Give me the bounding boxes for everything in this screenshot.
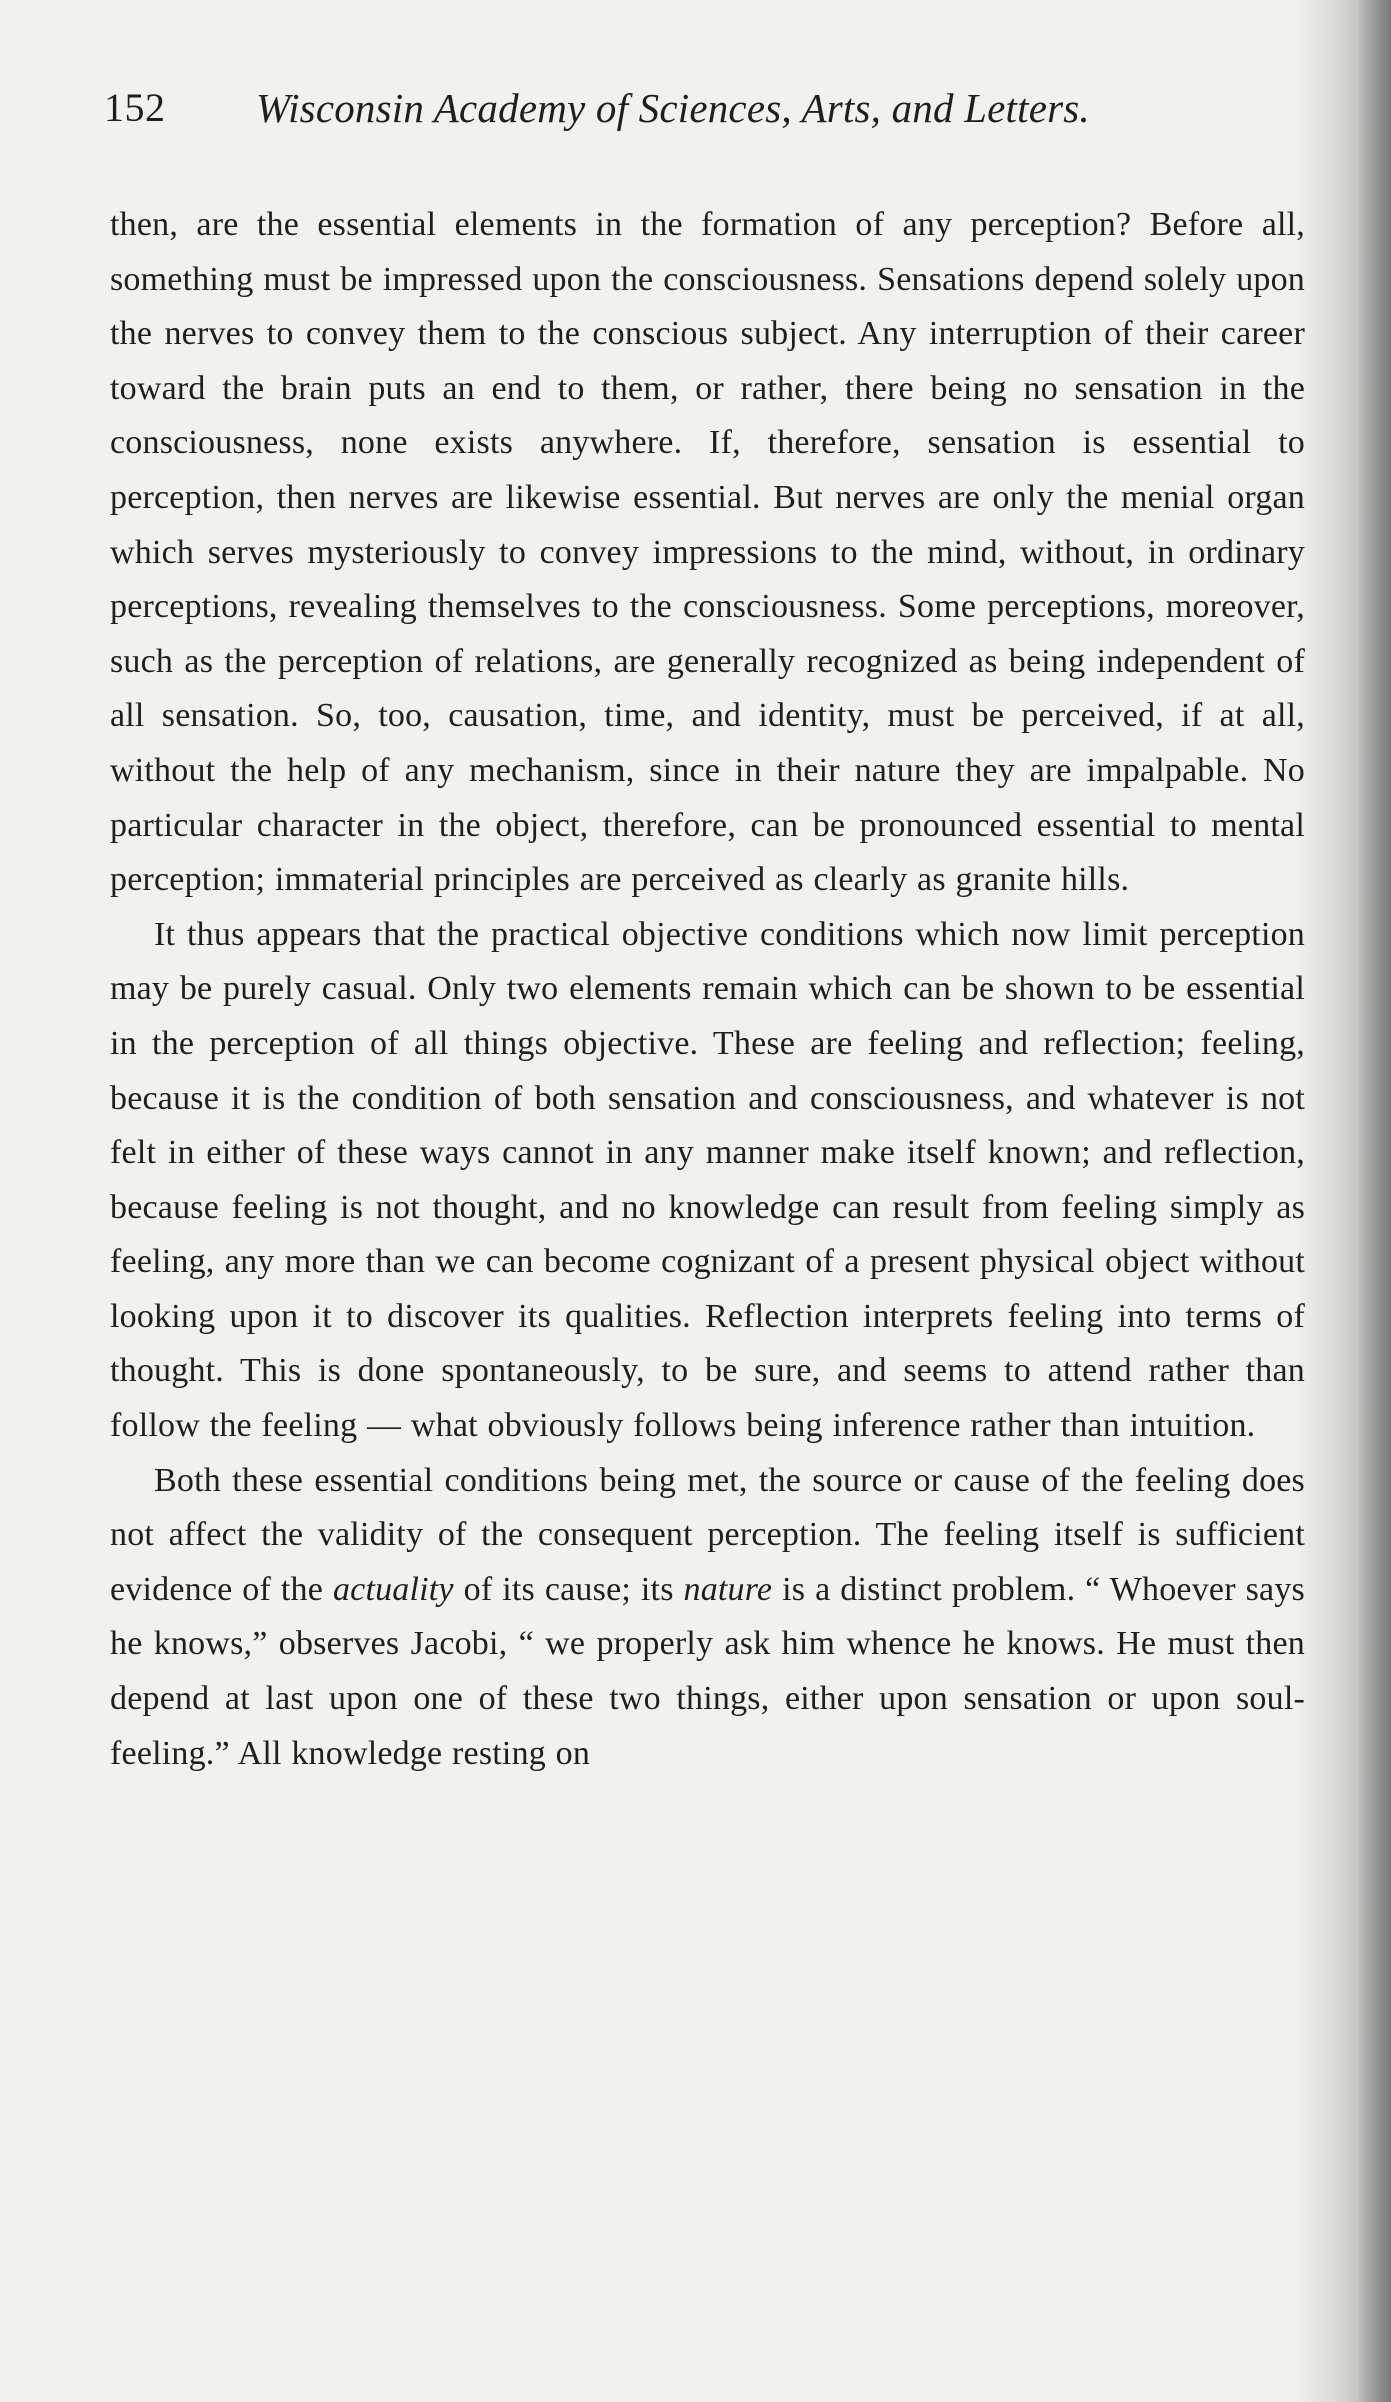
paragraph-3 [110,1454,1305,1782]
body-text [110,198,1305,1781]
paragraph-1: then, are the essential elements in the formation of any perception? Before all, something must be impressed upon the consciousness. Sensations depend solely upon the nerves to convey them to the conscious subject. Any interruption of their career toward the brain puts an end to them, or rather, there being no sensation in the consciousness, none exists anywhere. If, therefore, sensation is essential to perception, then nerves are likewise essential. But nerves are only the menial organ which serves mysteriously to convey impressions to the mind, without, in ordinary perceptions, revealing themselves to the consciousness. Some perceptions, moreover, such as the perception of relations, are generally recognized as being independent of all sensation. So, too, causation, time, and identity, must be perceived, if at all, without the help of any mechanism, since in their nature they are impalpable. No particular character in the object, therefore, can be pronounced essential to mental perception; immaterial principles are perceived as clearly as granite hills. [110,206,1305,899]
paragraph-3-italic-nature: nature [683,1570,773,1608]
paragraph-3-part-1: Both these essential conditions being met, the source or cause of the feeling does not affect the validity of the consequent perception. The feeling itself is sufficient evidence of the [110,1461,1305,1608]
paragraph-3-italic-actuality: actuality [332,1570,454,1608]
paragraph-2: It thus appears that the practical objective conditions which now limit perception may be purely casual. Only two elements remain which can be shown to be essential in the perception of all things objective. These are feeling and reflection; feeling, because it is the condition of both sensation and consciousness, and whatever is not felt in either of these ways cannot in any manner make itself known; and reflection, because feeling is not thought, and no knowledge can result from feeling simply as feeling, any more than we can become cognizant of a present physical object without looking upon it to discover its qualities. Reflection interprets feeling into terms of thought. This is done spontaneously, to be sure, and seems to attend rather than follow the feeling — what obviously follows being inference rather than intuition. [110,915,1305,1445]
binding-edge-shadow [1359,0,1391,2402]
page-header [104,84,1274,144]
running-title: Wisconsin Academy of Sciences, Arts, and Letters. [256,85,1090,131]
page-number: 152 [104,85,166,130]
paragraph-3-part-3: is a distinct problem. “ Whoever says he knows,” observes Jacobi, “ we properly ask him whence he knows. He must then depend at last upon one of these two things, either upon sensation or upon soul-feeling.” All knowledge resting on [110,1570,1305,1772]
paragraph-3-part-2: of its cause; its [453,1570,684,1608]
